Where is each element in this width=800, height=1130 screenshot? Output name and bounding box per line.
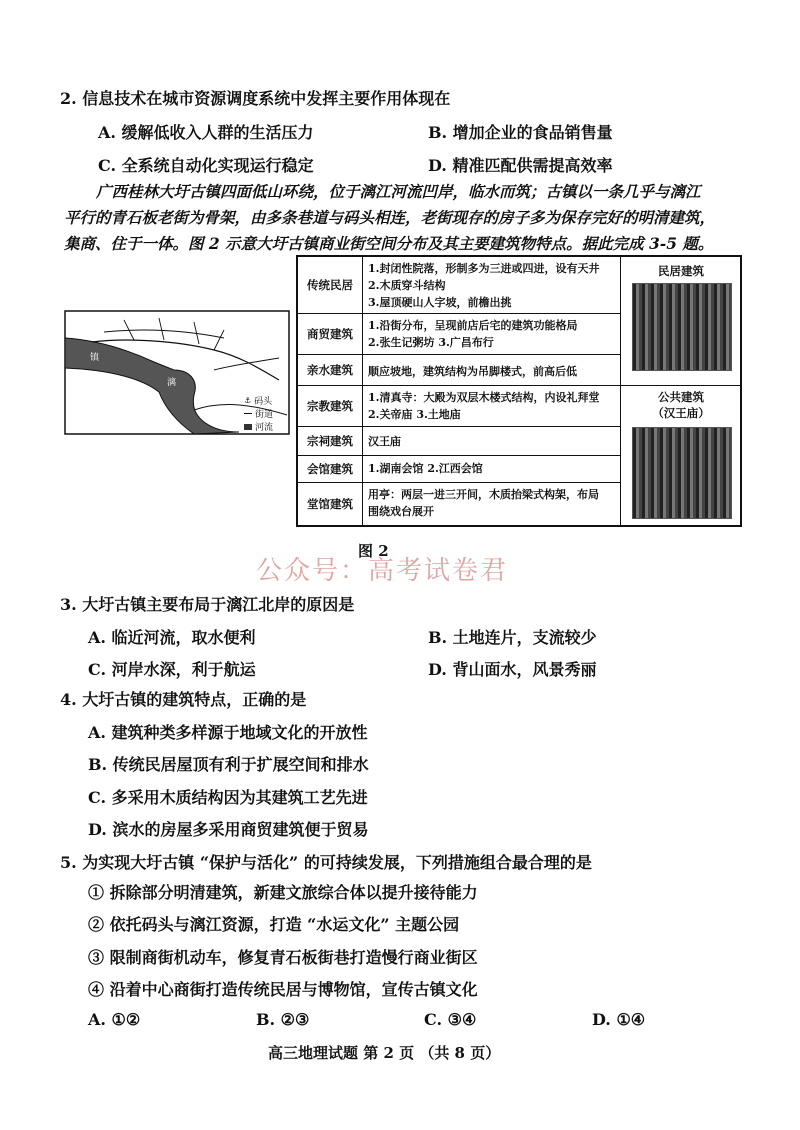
photo-title-residence: 民居建筑 bbox=[658, 264, 704, 278]
q5-stem: 5. 为实现大圩古镇 “保护与活化” 的可持续发展，下列措施组合最合理的是 bbox=[60, 853, 592, 872]
q5-option-d: D. ①④ bbox=[592, 1010, 646, 1029]
legend-street: 街道 bbox=[255, 410, 274, 420]
q3-option-d: D. 背山面水，风景秀丽 bbox=[428, 660, 597, 679]
river-legend-icon bbox=[244, 424, 252, 430]
q3-option-a: A. 临近河流，取水便利 bbox=[88, 628, 256, 647]
street-legend-icon bbox=[244, 413, 252, 414]
row-category: 堂馆建筑 bbox=[298, 483, 363, 525]
q4-stem: 4. 大圩古镇的建筑特点，正确的是 bbox=[60, 690, 307, 709]
row-description: 1.沿街分布，呈现前店后宅的建筑功能格局 2.张生记粥坊 3.广昌布行 bbox=[368, 319, 578, 349]
q2-stem: 2. 信息技术在城市资源调度系统中发挥主要作用体现在 bbox=[60, 89, 451, 108]
row-category: 宗教建筑 bbox=[298, 386, 363, 426]
q2-option-b: B. 增加企业的食品销售量 bbox=[428, 123, 613, 142]
watermark: 公众号：高考试卷君 bbox=[256, 556, 509, 586]
q5-item-2: ② 依托码头与漓江资源，打造 “水运文化” 主题公园 bbox=[88, 915, 460, 934]
temple-photo bbox=[632, 427, 732, 519]
passage-line-3: 集商、住于一体。图 2 示意大圩古镇商业街空间分布及其主要建筑物特点。据此完成 3-5 题。 bbox=[64, 234, 714, 253]
figure-label: 图 2 bbox=[358, 542, 389, 560]
q4-option-c: C. 多采用木质结构因为其建筑工艺先进 bbox=[88, 788, 368, 807]
legend-pier: 码头 bbox=[254, 397, 273, 407]
row-description: 汉王庙 bbox=[368, 435, 401, 448]
map-label-town: 镇 bbox=[90, 353, 100, 363]
q5-option-c: C. ③④ bbox=[424, 1010, 477, 1029]
passage-line-1: 广西桂林大圩古镇四面低山环绕，位于漓江河流凹岸，临水而筑；古镇以一条几乎与漓江 bbox=[96, 182, 701, 201]
row-category: 传统民居 bbox=[298, 257, 363, 313]
q5-option-b: B. ②③ bbox=[256, 1010, 310, 1029]
q5-option-a: A. ①② bbox=[88, 1010, 141, 1029]
photo-title-public-sub: （汉王庙） bbox=[652, 406, 710, 420]
building-table bbox=[296, 255, 742, 527]
row-description: 用亭：两层一进三开间，木质抬梁式构架，布局 围绕戏台展开 bbox=[368, 488, 599, 518]
q5-item-4: ④ 沿着中心商街打造传统民居与博物馆，宣传古镇文化 bbox=[88, 980, 478, 999]
row-description: 顺应坡地，建筑结构为吊脚楼式，前高后低 bbox=[368, 365, 577, 378]
row-category: 商贸建筑 bbox=[298, 314, 363, 354]
q2-option-d: D. 精准匹配供需提高效率 bbox=[428, 156, 613, 175]
row-description: 1.封闭性院落，形制多为三进或四进，设有天井 2.木质穿斗结构 3.屋顶硬山人字坡，前檐出挑 bbox=[368, 262, 600, 309]
q3-option-c: C. 河岸水深，利于航运 bbox=[88, 660, 256, 679]
row-description: 1.湖南会馆 2.江西会馆 bbox=[368, 462, 483, 475]
legend-river: 河流 bbox=[255, 423, 274, 433]
photo-title-public: 公共建筑 bbox=[658, 390, 704, 404]
q5-item-1: ① 拆除部分明清建筑，新建文旅综合体以提升接待能力 bbox=[88, 883, 478, 902]
page-footer: 高三地理试题 第 2 页 （共 8 页） bbox=[268, 1044, 501, 1062]
row-description: 1.清真寺：大殿为双层木楼式结构，内设礼拜堂 2.关帝庙 3.土地庙 bbox=[368, 391, 600, 421]
residence-photo bbox=[632, 283, 732, 371]
q4-option-b: B. 传统民居屋顶有利于扩展空间和排水 bbox=[88, 755, 369, 774]
passage-line-2: 平行的青石板老街为骨架，由多条巷道与码头相连，老街现存的房子多为保存完好的明清建筑， bbox=[64, 208, 716, 227]
q4-option-a: A. 建筑种类多样源于地域文化的开放性 bbox=[88, 723, 368, 742]
q5-item-3: ③ 限制商街机动车，修复青石板街巷打造慢行商业街区 bbox=[88, 948, 478, 967]
q2-option-c: C. 全系统自动化实现运行稳定 bbox=[98, 156, 314, 175]
q3-option-b: B. 土地连片，支流较少 bbox=[428, 628, 597, 647]
q2-option-a: A. 缓解低收入人群的生活压力 bbox=[98, 123, 314, 142]
row-category: 会馆建筑 bbox=[298, 456, 363, 482]
q4-option-d: D. 滨水的房屋多采用商贸建筑便于贸易 bbox=[88, 820, 369, 839]
row-category: 亲水建筑 bbox=[298, 355, 363, 385]
map-legend bbox=[244, 394, 273, 433]
row-category: 宗祠建筑 bbox=[298, 427, 363, 455]
q3-stem: 3. 大圩古镇主要布局于漓江北岸的原因是 bbox=[60, 595, 355, 614]
pier-icon: ⚓ bbox=[244, 396, 252, 405]
map-label-river: 漓 bbox=[167, 378, 177, 388]
